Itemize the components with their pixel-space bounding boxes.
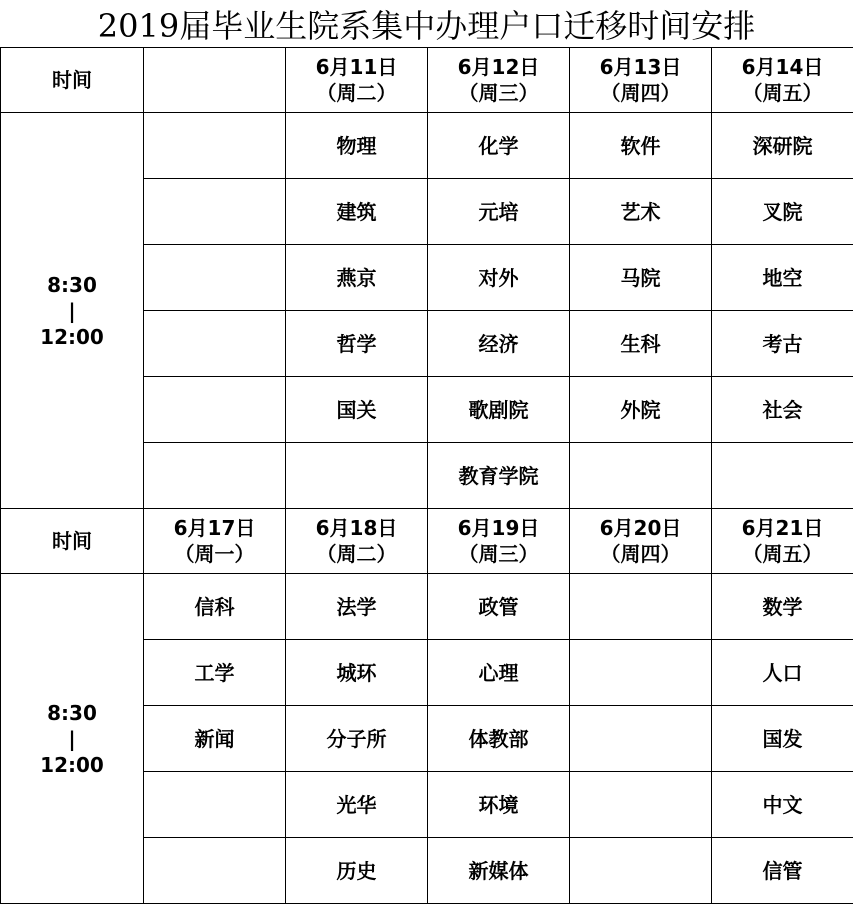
day-weekday: （周二） [316, 542, 397, 566]
day-weekday: （周五） [742, 81, 823, 105]
time-slot-start: 8:30 [47, 272, 97, 297]
department-cell: 法学 [286, 574, 428, 640]
time-slot-sep: | [68, 298, 76, 323]
day-weekday: （周三） [458, 81, 539, 105]
day-weekday: （周二） [316, 81, 397, 105]
schedule-table [0, 47, 853, 904]
day-weekday: （周三） [458, 542, 539, 566]
department-cell [144, 311, 286, 377]
department-cell: 对外 [428, 245, 570, 311]
day-date: 6月12日 [457, 55, 540, 79]
department-cell: 国发 [712, 706, 853, 772]
department-cell: 歌剧院 [428, 377, 570, 443]
department-cell: 环境 [428, 772, 570, 838]
day-date: 6月11日 [315, 55, 398, 79]
department-cell [144, 179, 286, 245]
day-date: 6月19日 [457, 516, 540, 540]
department-cell: 教育学院 [428, 443, 570, 509]
day-header [144, 48, 286, 113]
department-cell: 考古 [712, 311, 853, 377]
department-cell [570, 772, 712, 838]
day-header [712, 509, 853, 574]
day-date: 6月14日 [741, 55, 824, 79]
department-cell [144, 772, 286, 838]
department-cell [570, 838, 712, 904]
department-cell: 地空 [712, 245, 853, 311]
department-cell: 分子所 [286, 706, 428, 772]
day-date: 6月17日 [173, 516, 256, 540]
department-cell: 国关 [286, 377, 428, 443]
department-cell [570, 706, 712, 772]
department-cell: 社会 [712, 377, 853, 443]
time-header: 时间 [1, 48, 144, 113]
department-cell: 工学 [144, 640, 286, 706]
time-slot-end: 12:00 [40, 324, 104, 349]
department-cell: 城环 [286, 640, 428, 706]
time-slot-sep: | [68, 726, 76, 751]
day-weekday: （周五） [742, 542, 823, 566]
department-cell: 马院 [570, 245, 712, 311]
department-cell: 燕京 [286, 245, 428, 311]
day-header [286, 509, 428, 574]
department-cell: 哲学 [286, 311, 428, 377]
department-cell [712, 443, 853, 509]
department-cell [144, 443, 286, 509]
department-cell: 外院 [570, 377, 712, 443]
department-cell: 人口 [712, 640, 853, 706]
day-date: 6月13日 [599, 55, 682, 79]
day-header [570, 48, 712, 113]
week1-header-row [1, 48, 853, 113]
department-cell: 信科 [144, 574, 286, 640]
page-title: 2019届毕业生院系集中办理户口迁移时间安排 [97, 6, 756, 45]
department-cell [144, 113, 286, 179]
department-cell: 建筑 [286, 179, 428, 245]
department-cell: 元培 [428, 179, 570, 245]
department-cell: 新闻 [144, 706, 286, 772]
department-cell: 光华 [286, 772, 428, 838]
day-header [428, 48, 570, 113]
day-header [286, 48, 428, 113]
time-slot-end: 12:00 [40, 752, 104, 777]
day-date: 6月18日 [315, 516, 398, 540]
day-weekday: （周四） [600, 81, 681, 105]
table-row [1, 113, 853, 179]
day-header [428, 509, 570, 574]
department-cell: 深研院 [712, 113, 853, 179]
table-row [1, 574, 853, 640]
day-date: 6月20日 [599, 516, 682, 540]
department-cell: 软件 [570, 113, 712, 179]
department-cell: 艺术 [570, 179, 712, 245]
time-slot-start: 8:30 [47, 700, 97, 725]
week2-header-row [1, 509, 853, 574]
department-cell: 叉院 [712, 179, 853, 245]
department-cell [286, 443, 428, 509]
department-cell [570, 640, 712, 706]
department-cell: 经济 [428, 311, 570, 377]
department-cell: 生科 [570, 311, 712, 377]
department-cell: 心理 [428, 640, 570, 706]
department-cell [144, 245, 286, 311]
department-cell [570, 574, 712, 640]
day-weekday: （周一） [174, 542, 255, 566]
department-cell: 数学 [712, 574, 853, 640]
department-cell: 中文 [712, 772, 853, 838]
department-cell: 新媒体 [428, 838, 570, 904]
day-header [712, 48, 853, 113]
department-cell [570, 443, 712, 509]
day-weekday: （周四） [600, 542, 681, 566]
department-cell: 物理 [286, 113, 428, 179]
department-cell: 政管 [428, 574, 570, 640]
department-cell: 化学 [428, 113, 570, 179]
department-cell [144, 377, 286, 443]
time-slot-cell [1, 574, 144, 904]
department-cell: 历史 [286, 838, 428, 904]
day-header [144, 509, 286, 574]
department-cell: 信管 [712, 838, 853, 904]
time-slot-cell [1, 113, 144, 509]
day-header [570, 509, 712, 574]
department-cell [144, 838, 286, 904]
time-header: 时间 [1, 509, 144, 574]
department-cell: 体教部 [428, 706, 570, 772]
day-date: 6月21日 [741, 516, 824, 540]
